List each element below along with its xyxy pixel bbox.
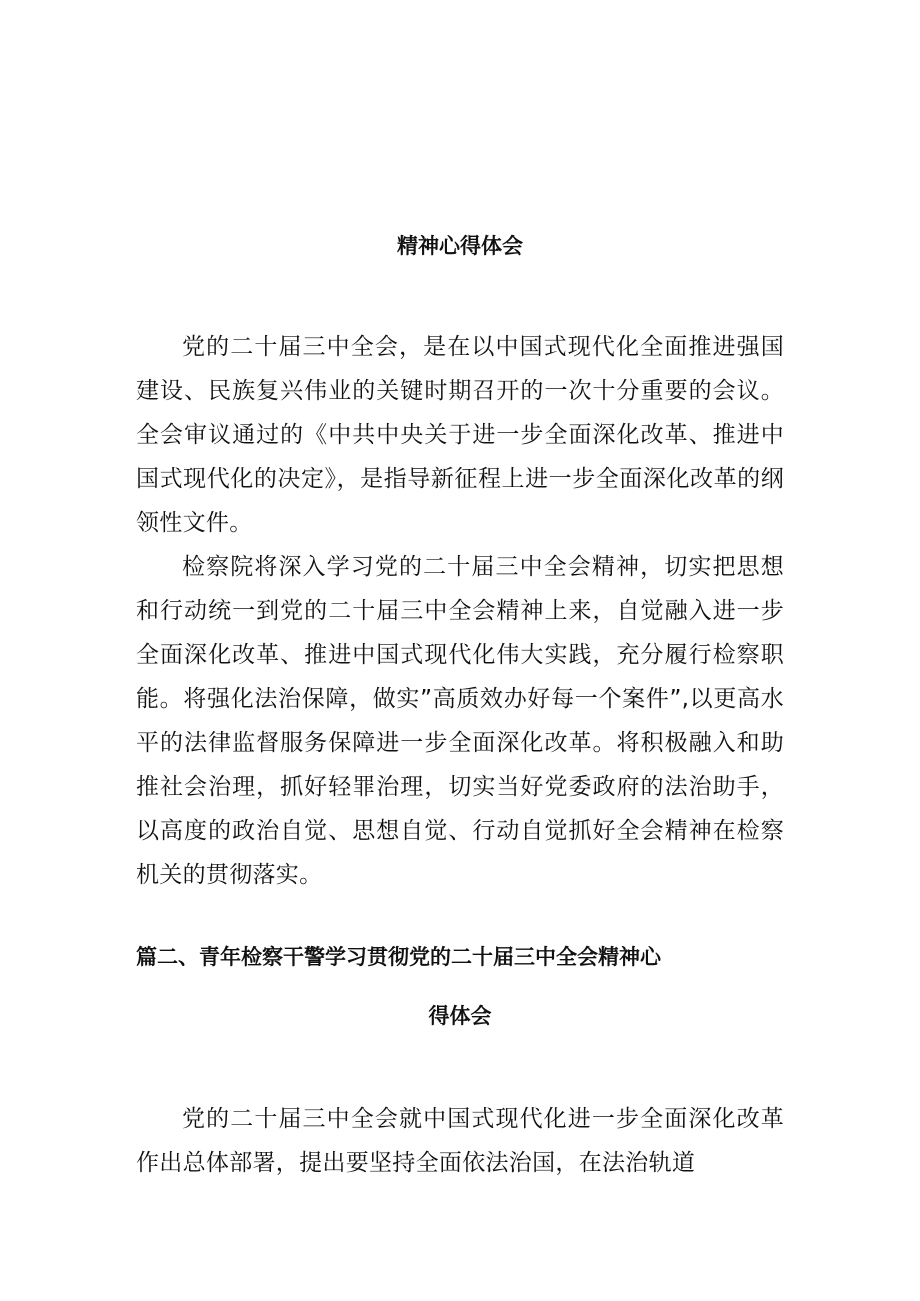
document-title: 精神心得体会 xyxy=(397,234,523,258)
paragraph-2: 检察院将深入学习党的二十届三中全会精神，切实把思想和行动统一到党的二十届三中全会精神上来，自觉融入进一步全面深化改革、推进中国式现代化伟大实践，充分履行检察职能。将强化法治保障，做实”高质效办好每一个案件”,以更高水平的法律监督服务保障进一步全面深化改革。将积极融入和助推社会治理，抓好轻罪治理，切实当好党委政府的法治助手，以高度的政治自觉、思想自觉、行动自觉抓好全会精神在检察机关的贯彻落实。 xyxy=(136,554,784,888)
section-2-heading: 篇二、青年检察干警学习贯彻党的二十届三中全会精神心 xyxy=(136,945,661,969)
section-2-paragraph: 党的二十届三中全会就中国式现代化进一步全面深化改革作出总体部署，提出要坚持全面依法治国，在法治轨道 xyxy=(136,1106,784,1176)
paragraph-1: 党的二十届三中全会，是在以中国式现代化全面推进强国建设、民族复兴伟业的关键时期召开的一次十分重要的会议。全会审议通过的《中共中央关于进一步全面深化改革、推进中国式现代化的决定》，是指导新征程上进一步全面深化改革的纲领性文件。 xyxy=(136,334,784,536)
section-2-heading-continued: 得体会 xyxy=(428,1004,492,1028)
